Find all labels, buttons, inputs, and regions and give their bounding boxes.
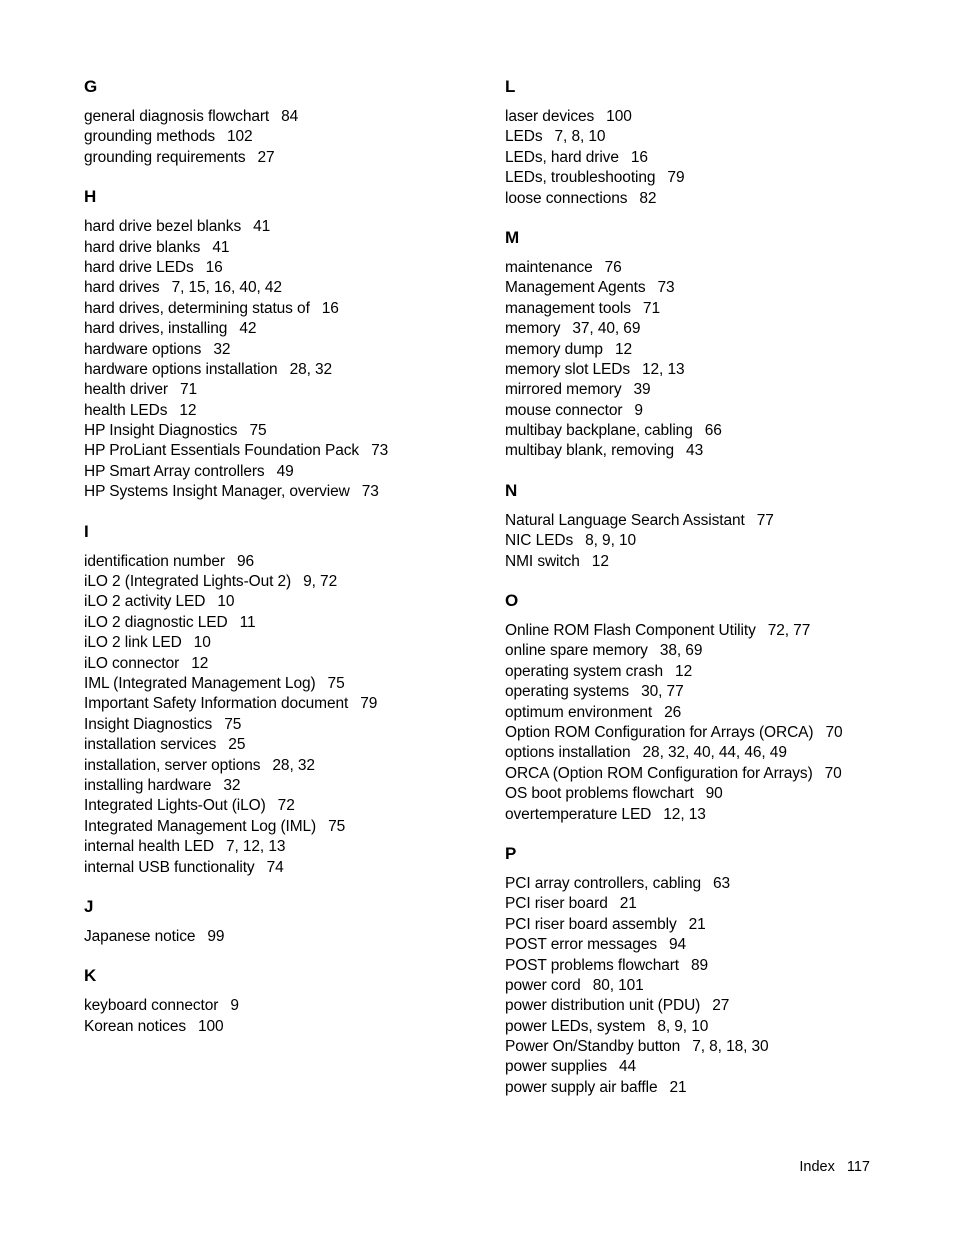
index-section-i [84,521,494,878]
index-term: Power On/Standby button [505,1038,681,1056]
page-references[interactable]: 94 [669,936,687,954]
page-references[interactable]: 70 [824,764,842,782]
index-column-left [84,76,494,1055]
index-entry [505,784,925,804]
index-term: hard drives, determining status of [84,299,310,317]
index-entry [505,1057,925,1077]
page-references[interactable]: 99 [207,927,225,945]
index-entry [84,613,494,633]
page-references[interactable]: 16 [205,258,223,276]
index-entry [505,621,925,641]
page-references[interactable]: 16 [630,148,648,166]
page-references[interactable]: 28, 32, 40, 44, 46, 49 [642,744,787,762]
index-term: mouse connector [505,401,623,419]
index-term: Option ROM Configuration for Arrays (ORCA) [505,723,814,741]
page-references[interactable]: 89 [691,956,709,974]
index-term: ORCA (Option ROM Configuration for Arrays) [505,764,813,782]
index-entry [84,217,494,237]
index-term: power distribution unit (PDU) [505,997,701,1015]
index-section-j [84,896,494,947]
index-term: LEDs, troubleshooting [505,169,656,187]
index-entries [84,107,494,168]
index-term: memory slot LEDs [505,360,631,378]
index-term: power supply air baffle [505,1078,658,1096]
index-section-p [505,843,925,1098]
index-section-m [505,227,925,462]
index-entry [84,654,494,674]
index-term: health LEDs [84,401,168,419]
section-letter: P [505,843,517,863]
index-entry [84,360,494,380]
index-entry [505,1017,925,1037]
index-term: iLO 2 diagnostic LED [84,613,228,631]
page-references[interactable]: 27 [712,997,730,1015]
index-entries [505,107,925,209]
index-term: Korean notices [84,1017,186,1035]
index-term: installing hardware [84,776,212,794]
index-entry [505,1078,925,1098]
page-references[interactable]: 77 [756,511,774,529]
page-references[interactable]: 74 [266,858,284,876]
page-references[interactable]: 75 [224,715,242,733]
index-term: laser devices [505,108,595,125]
page-references[interactable]: 7, 8, 10 [554,128,606,146]
page-references[interactable]: 76 [604,258,622,276]
page-references[interactable]: 12 [675,662,693,680]
section-letter: H [84,187,97,207]
index-term: hard drives, installing [84,320,228,338]
index-term: Management Agents [505,279,646,297]
index-term: iLO 2 link LED [84,634,182,652]
page-references[interactable]: 102 [227,128,253,146]
page-references[interactable]: 7, 8, 18, 30 [692,1038,769,1056]
index-term: internal health LED [84,838,214,856]
index-term: management tools [505,299,631,317]
index-entry [505,511,925,531]
page-references[interactable]: 42 [239,320,257,338]
index-entry [505,935,925,955]
page-number: 117 [846,1159,870,1175]
index-entry [84,996,494,1016]
page-references[interactable]: 26 [664,703,682,721]
index-entry [505,956,925,976]
index-entry [505,874,925,894]
page-references[interactable]: 72 [277,797,295,815]
index-term: LEDs [505,128,543,146]
index-entry [505,299,925,319]
index-term: power LEDs, system [505,1017,646,1035]
index-entry [84,340,494,360]
page-references[interactable]: 11 [239,613,256,631]
index-term: hard drive LEDs [84,258,194,276]
index-entry [84,858,494,878]
index-entry [505,703,925,723]
index-term: options installation [505,744,631,762]
page-references[interactable]: 10 [217,593,235,611]
index-term: hard drive blanks [84,238,201,256]
section-letter: G [84,77,98,96]
page-references[interactable]: 21 [669,1078,687,1096]
page-references[interactable]: 75 [327,674,345,692]
page-references[interactable]: 72, 77 [767,622,811,640]
index-entry [84,299,494,319]
index-entry [84,319,494,339]
index-entry [505,662,925,682]
section-letter: L [505,77,516,96]
index-entry [84,572,494,592]
index-term: identification number [84,552,225,570]
page-references[interactable]: 80, 101 [592,976,644,994]
index-entry [84,258,494,278]
index-term: Important Safety Information document [84,695,349,713]
index-entries [84,217,494,502]
index-entry [505,441,925,461]
index-term: grounding requirements [84,148,246,166]
index-term: grounding methods [84,128,216,146]
index-term: IML (Integrated Management Log) [84,674,316,692]
index-term: hardware options [84,340,202,358]
page-references[interactable]: 12, 13 [663,805,706,823]
index-term: power supplies [505,1058,607,1076]
page-references[interactable]: 30, 77 [641,683,684,701]
index-entry [505,278,925,298]
page-references[interactable]: 79 [667,169,685,187]
index-entry [84,776,494,796]
index-section-o [505,590,925,825]
index-term: loose connections [505,189,628,207]
index-term: Integrated Lights-Out (iLO) [84,797,266,815]
index-section-h [84,186,494,502]
page-references[interactable]: 70 [825,723,843,741]
index-entry [84,756,494,776]
index-entry [84,421,494,441]
index-entry [84,817,494,837]
index-term: PCI array controllers, cabling [505,874,701,892]
page-references[interactable]: 75 [249,422,267,440]
index-entries [84,996,494,1037]
index-term: HP ProLiant Essentials Foundation Pack [84,442,360,460]
page-footer [780,1157,870,1177]
index-term: PCI riser board assembly [505,915,677,933]
page-references[interactable]: 44 [619,1058,637,1076]
index-entries [505,621,925,825]
page-references[interactable]: 49 [276,462,294,480]
index-term: maintenance [505,258,593,276]
index-term: Online ROM Flash Component Utility [505,622,756,640]
index-term: PCI riser board [505,895,608,913]
page-references[interactable]: 96 [236,552,254,570]
index-entry [505,723,925,743]
section-letter: K [84,966,97,986]
page-references[interactable]: 9, 72 [303,573,338,591]
index-term: memory [505,320,561,338]
index-entry [505,996,925,1016]
page-references[interactable]: 37, 40, 69 [572,320,641,338]
index-entry [84,148,494,168]
index-entry [505,360,925,380]
index-term: memory dump [505,340,603,358]
index-entry [505,764,925,784]
index-term: multibay backplane, cabling [505,422,693,440]
index-term: iLO 2 activity LED [84,593,206,611]
index-entry [505,340,925,360]
index-term: HP Smart Array controllers [84,462,265,480]
index-entries [84,927,494,947]
page-references[interactable]: 21 [688,915,706,933]
index-term: hardware options installation [84,360,278,378]
page-references[interactable]: 10 [193,634,211,652]
page-references[interactable]: 32 [223,776,241,794]
index-entries [505,874,925,1098]
page-references[interactable]: 9 [230,997,239,1015]
page-references[interactable]: 12 [614,340,633,358]
index-term: Integrated Management Log (IML) [84,817,317,835]
index-entry [84,401,494,421]
index-term: hard drive bezel blanks [84,218,242,236]
page-references[interactable]: 73 [361,483,379,501]
page-references[interactable]: 66 [704,422,722,440]
index-entry [84,380,494,400]
index-term: NIC LEDs [505,532,574,550]
index-term: health driver [84,381,168,399]
page-references[interactable]: 28, 32 [272,756,315,774]
index-section-n [505,480,925,572]
index-term: Insight Diagnostics [84,715,213,733]
footer-label: Index [799,1159,835,1175]
index-entry [84,796,494,816]
index-entry [505,127,925,147]
page-references[interactable]: 63 [713,874,731,892]
page-references[interactable]: 73 [657,279,675,297]
page-references[interactable]: 39 [633,381,651,399]
index-entry [505,682,925,702]
page-references[interactable]: 79 [360,695,378,713]
page-references[interactable]: 41 [212,238,230,256]
index-entries [505,258,925,462]
index-entry [84,592,494,612]
index-entry [84,633,494,653]
index-entry [505,107,925,127]
index-term: online spare memory [505,642,648,660]
index-entry [84,107,494,127]
index-entry [505,915,925,935]
index-section-k [84,965,494,1037]
index-entry [84,735,494,755]
page-references[interactable]: 7, 15, 16, 40, 42 [171,279,282,297]
index-term: optimum environment [505,703,653,721]
index-entry [505,380,925,400]
page-references[interactable]: 7, 12, 13 [225,838,286,856]
index-term: power cord [505,976,581,994]
index-term: overtemperature LED [505,805,652,823]
index-entry [84,482,494,502]
index-term: keyboard connector [84,997,219,1015]
index-term: multibay blank, removing [505,442,675,460]
index-term: NMI switch [505,552,580,570]
index-entries [84,552,494,878]
index-term: Japanese notice [84,927,196,945]
section-letter: N [505,480,518,500]
page-references[interactable]: 28, 32 [289,360,333,378]
page-references[interactable]: 9 [634,401,643,419]
page-references[interactable]: 100 [606,108,632,125]
index-term: LEDs, hard drive [505,148,619,166]
index-entry [505,168,925,188]
page-references[interactable]: 41 [253,218,271,236]
index-term: installation, server options [84,756,261,774]
index-term: hard drives [84,279,160,297]
index-entry [505,189,925,209]
index-section-l [505,76,925,209]
index-term: POST error messages [505,936,658,954]
index-entry [505,1037,925,1057]
index-term: iLO connector [84,654,180,672]
index-term: operating system crash [505,662,664,680]
section-letter: O [505,591,519,611]
index-entry [505,148,925,168]
page-references[interactable]: 12 [591,552,609,570]
index-term: POST problems flowchart [505,956,680,974]
page-references[interactable]: 27 [257,148,275,166]
index-term: HP Systems Insight Manager, overview [84,483,350,501]
index-section-g [84,76,494,168]
index-term: mirrored memory [505,381,622,399]
index-entry [84,238,494,258]
page-references[interactable]: 75 [328,817,346,835]
index-term: iLO 2 (Integrated Lights-Out 2) [84,573,292,591]
index-term: installation services [84,736,217,754]
page-references[interactable]: 21 [619,895,637,913]
page-references[interactable]: 71 [180,381,198,399]
index-entry [505,319,925,339]
page-references[interactable]: 8, 9, 10 [585,532,637,550]
section-letter: M [505,227,520,247]
index-entry [84,1017,494,1037]
page-references[interactable]: 12 [179,401,197,419]
index-entry [84,441,494,461]
index-entry [505,421,925,441]
section-letter: I [84,521,89,541]
index-entry [505,743,925,763]
page-references[interactable]: 32 [213,340,231,358]
index-entry [505,641,925,661]
index-entry [505,531,925,551]
index-entry [84,927,494,947]
page-references[interactable]: 84 [281,108,299,125]
index-entry [505,805,925,825]
page-references[interactable]: 43 [686,442,704,460]
index-column-right [505,76,925,1116]
index-term: general diagnosis flowchart [84,108,270,125]
index-term: HP Insight Diagnostics [84,422,238,440]
index-entry [84,674,494,694]
page-references[interactable]: 16 [321,299,339,317]
index-entry [505,258,925,278]
index-entry [84,837,494,857]
index-entry [84,715,494,735]
index-entry [84,552,494,572]
page-references[interactable]: 82 [639,189,657,207]
index-entry [84,694,494,714]
index-entries [505,511,925,572]
page-references[interactable]: 12, 13 [642,360,685,378]
index-entry [84,462,494,482]
index-entry [505,552,925,572]
page-references[interactable]: 73 [371,442,389,460]
index-entry [505,894,925,914]
page-references[interactable]: 25 [228,736,246,754]
index-entry [505,976,925,996]
page-references[interactable]: 100 [198,1017,224,1035]
index-term: OS boot problems flowchart [505,785,694,803]
page-references[interactable]: 71 [642,299,660,317]
page-references[interactable]: 38, 69 [659,642,703,660]
index-entry [84,278,494,298]
page-references[interactable]: 12 [191,654,209,672]
section-letter: J [84,896,94,916]
page-references[interactable]: 90 [705,785,723,803]
page-references[interactable]: 8, 9, 10 [657,1017,709,1035]
index-term: operating systems [505,683,630,701]
index-term: internal USB functionality [84,858,255,876]
index-entry [505,401,925,421]
index-term: Natural Language Search Assistant [505,511,745,529]
index-entry [84,127,494,147]
